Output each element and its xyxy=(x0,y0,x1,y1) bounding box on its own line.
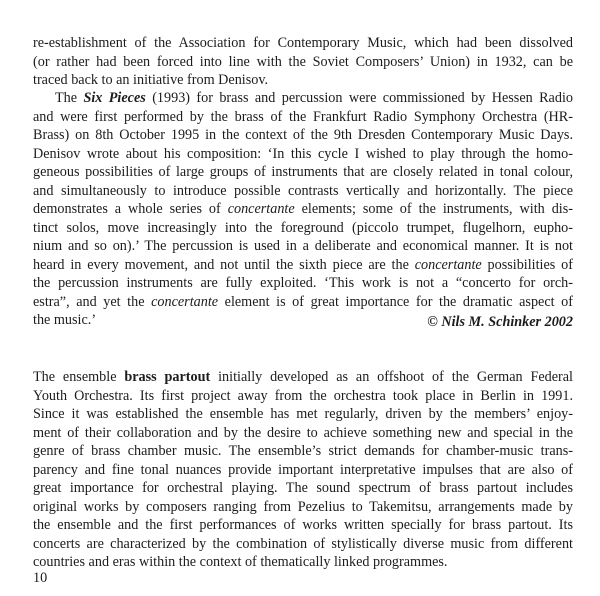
text-line xyxy=(33,256,573,275)
text-line xyxy=(33,293,573,312)
text-line: the music.’ xyxy=(33,312,97,328)
text-line: countries and eras within the context of thematically linked programmes. xyxy=(33,554,448,570)
text-line: ment of their collaboration and by the desire to achieve something new and special in the xyxy=(33,424,573,441)
text-run: element is of great importance for the dramatic aspect of xyxy=(218,293,573,310)
text-line xyxy=(33,200,573,219)
text-run: demonstrates a whole series of xyxy=(33,201,228,217)
paragraph-brass-partout xyxy=(33,368,573,572)
text-line: parency and fine tonal nuances provide important interpretative impulses that are also of xyxy=(33,461,573,478)
text-run: The ensemble xyxy=(33,369,125,385)
paragraph-association xyxy=(33,34,573,90)
text-run: initially developed as an offshoot of the German Federal xyxy=(210,369,573,385)
text-run: The xyxy=(55,90,84,106)
text-line: Youth Orchestra. Its first project away from the orchestra took place in Berlin in 1991. xyxy=(33,387,573,404)
text-line: traced back to an initiative from Denisov. xyxy=(33,72,269,88)
text-line: tinct solos, move increasingly into the foreground (piccolo trumpet, flugelhorn, eupho- xyxy=(33,219,573,236)
text-run: elements; some of the instruments, with dis- xyxy=(294,201,573,217)
italic-term: concertante xyxy=(227,201,295,217)
text-line: Since it was established the ensemble has met regularly, driven by the members’ enjoy- xyxy=(33,406,573,422)
text-line: original works by composers ranging from Pezelius to Takemitsu, arrangements made by xyxy=(33,498,573,515)
text-line: and were first performed by the brass of the Frankfurt Radio Symphony Orchestra (HR- xyxy=(33,108,573,125)
text-line: re-establishment of the Association for Contemporary Music, which had been dissolved xyxy=(33,35,573,51)
text-line: the percussion instruments are fully exploited. ‘This work is not a “concerto for orch- xyxy=(33,275,573,291)
text-line: (or rather had been forced into line with the Soviet Composers’ Union) in 1932, can be xyxy=(33,53,573,70)
text-line: concerts are characterized by the combination of stylistically diverse music from different xyxy=(33,535,573,552)
text-run: estra”, and yet the xyxy=(33,293,152,310)
text-run: (1993) for brass and percussion were commissioned by Hessen Radio xyxy=(145,90,573,106)
text-line: great importance for orchestral playing. The sound spectrum of brass partout includes xyxy=(33,480,573,496)
text-line: genre of brass chamber music. The ensemble’s strict demands for chamber-music trans- xyxy=(33,443,573,459)
text-line: the ensemble and the first performances of works written specially for brass partout. Its xyxy=(33,517,573,533)
text-line: nium and so on).’ The percussion is used in a deliberate and economical manner. It is not xyxy=(33,238,573,254)
paragraph-six-pieces xyxy=(33,89,573,330)
italic-term: concertante xyxy=(414,256,482,273)
text-line: Brass) on 8th October 1995 in the context of the 9th Dresden Contemporary Music Days. xyxy=(33,127,573,143)
text-line xyxy=(33,368,573,387)
copyright-signature: © Nils M. Schinker 2002 xyxy=(427,314,573,330)
ensemble-name: brass partout xyxy=(124,369,211,385)
text-run: heard in every movement, and not until the sixth piece are the xyxy=(33,256,415,273)
text-line: Denisov wrote about his composition: ‘In this cycle I wished to play through the homo- xyxy=(33,145,573,162)
italic-term: concertante xyxy=(151,293,219,310)
text-run: possibilities of xyxy=(481,256,573,273)
text-line xyxy=(33,89,573,108)
page-number: 10 xyxy=(33,570,48,586)
text-line: geneous possibilities of large groups of instruments that are closely related in tonal colour, xyxy=(33,164,573,180)
text-line: and simultaneously to introduce possible contrasts vertically and horizontally. The piece xyxy=(33,182,573,199)
work-title: Six Pieces xyxy=(83,90,146,106)
